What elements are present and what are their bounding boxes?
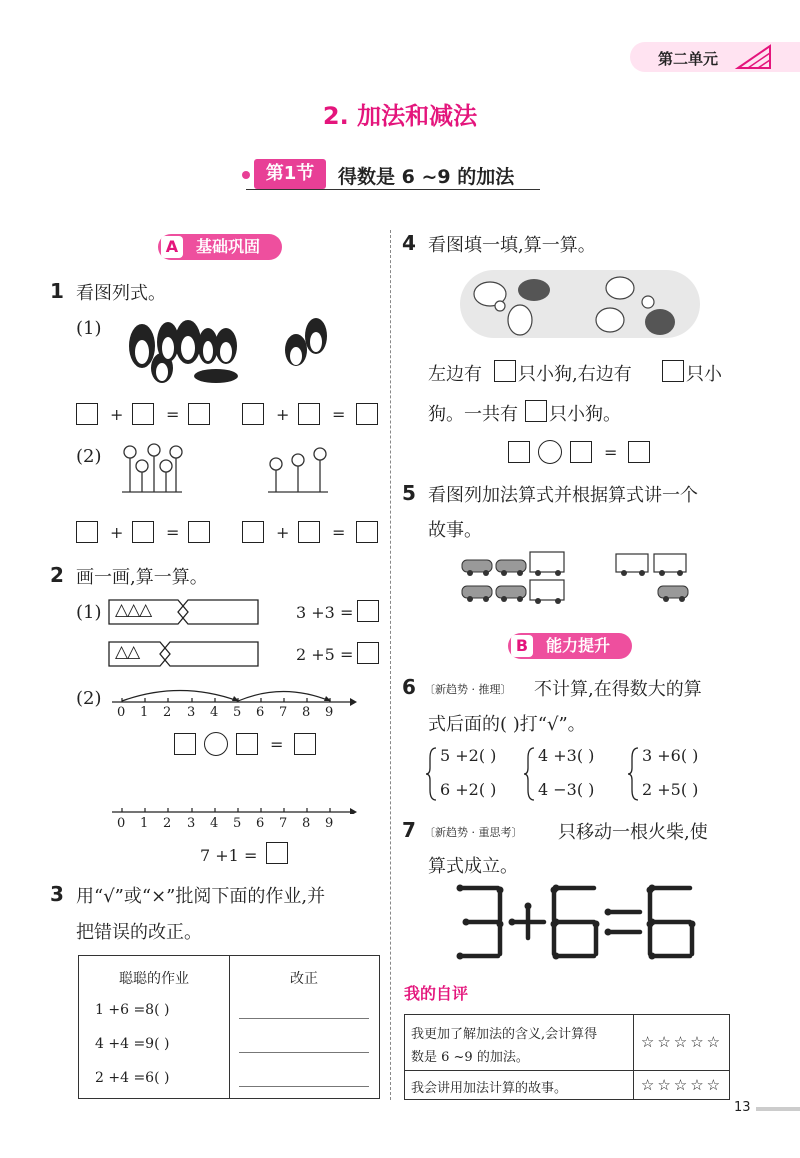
tick-label: 6: [256, 816, 265, 831]
answer-box[interactable]: [242, 403, 264, 425]
plus-sign: +: [276, 405, 290, 424]
self-eval-title: 我的自评: [404, 984, 469, 1003]
operator-circle[interactable]: [204, 732, 228, 756]
eval-row2-text: 我会讲用加法计算的故事。: [411, 1081, 568, 1096]
part-b-letter: B: [511, 635, 533, 657]
tick-label: 6: [256, 705, 265, 720]
plus-sign: +: [110, 523, 124, 542]
part-a-letter: A: [161, 236, 183, 258]
plus-sign: +: [110, 405, 124, 424]
q3-number: 3: [50, 882, 64, 906]
brace-icon: [628, 746, 640, 802]
answer-box[interactable]: [294, 733, 316, 755]
answer-box[interactable]: [357, 600, 379, 622]
q4-text: 看图填一填,算一算。: [428, 235, 596, 256]
q6-expr: 4 +3( ): [538, 746, 595, 765]
q6-line2: 式后面的( )打“√”。: [428, 714, 586, 735]
q7-line1: 只移动一根火柴,使: [558, 822, 708, 843]
answer-box[interactable]: [76, 403, 98, 425]
column-divider: [390, 230, 391, 1100]
equals-sign: =: [604, 443, 618, 462]
equals-sign: =: [332, 523, 346, 542]
page-number: 13: [734, 1100, 751, 1115]
q5-line1: 看图列加法算式并根据算式讲一个: [428, 485, 698, 506]
tick-label: 7: [279, 705, 288, 720]
answer-box[interactable]: [236, 733, 258, 755]
correction-line[interactable]: [239, 1018, 369, 1019]
q2-part2-label: (2): [76, 688, 102, 709]
answer-box[interactable]: [356, 403, 378, 425]
brace-icon: [524, 746, 536, 802]
section-badge: 第1节: [254, 159, 326, 189]
eval-row1-text2: 数是 6 ~9 的加法。: [411, 1050, 529, 1065]
homework-table: [78, 955, 380, 1099]
answer-box[interactable]: [132, 521, 154, 543]
homework-row: 1 +6 =8( ): [95, 1002, 170, 1018]
answer-box[interactable]: [494, 360, 516, 382]
plus-sign: +: [276, 523, 290, 542]
tick-label: 5: [233, 705, 242, 720]
answer-box[interactable]: [188, 403, 210, 425]
q1-text: 看图列式。: [76, 283, 166, 304]
tick-label: 0: [117, 705, 126, 720]
part-a-badge: [158, 234, 282, 260]
q7-number: 7: [402, 818, 416, 842]
homework-row: 4 +4 =9( ): [95, 1036, 170, 1052]
tick-label: 4: [210, 816, 219, 831]
q1-part2-label: (2): [76, 446, 102, 467]
tick-label: 0: [117, 816, 126, 831]
q7-line2: 算式成立。: [428, 856, 518, 877]
answer-box[interactable]: [357, 642, 379, 664]
answer-box[interactable]: [242, 521, 264, 543]
empty-number-line: [108, 800, 358, 814]
section-dot: [242, 171, 250, 179]
homework-row: 2 +4 =6( ): [95, 1070, 170, 1086]
answer-box[interactable]: [76, 521, 98, 543]
page-title: 2. 加法和减法: [322, 102, 478, 130]
q6-line1: 不计算,在得数大的算: [534, 679, 702, 700]
q4-line1b: 只小狗,右边有: [518, 364, 632, 385]
tick-label: 5: [233, 816, 242, 831]
tick-label: 8: [302, 816, 311, 831]
tick-label: 9: [325, 705, 334, 720]
q2-number: 2: [50, 563, 64, 587]
flowers-picture: [118, 442, 338, 496]
table-header-homework: 聪聪的作业: [119, 971, 189, 987]
tick-label: 4: [210, 705, 219, 720]
equals-sign: =: [332, 405, 346, 424]
q2-eq1: 3 +3 =: [296, 603, 354, 622]
unit-tab: [630, 42, 800, 72]
tick-label: 1: [140, 816, 149, 831]
answer-box[interactable]: [298, 521, 320, 543]
answer-box[interactable]: [298, 403, 320, 425]
answer-box[interactable]: [662, 360, 684, 382]
q1-part1-label: (1): [76, 318, 102, 339]
correction-line[interactable]: [239, 1086, 369, 1087]
tick-label: 8: [302, 705, 311, 720]
answer-box[interactable]: [570, 441, 592, 463]
q6-expr: 5 +2( ): [440, 746, 497, 765]
operator-circle[interactable]: [538, 440, 562, 464]
answer-box[interactable]: [174, 733, 196, 755]
tick-label: 9: [325, 816, 334, 831]
eval-row2-stars[interactable]: ☆☆☆☆☆: [640, 1076, 724, 1094]
ruler-icon: [734, 44, 774, 70]
correction-line[interactable]: [239, 1052, 369, 1053]
q2-text: 画一画,算一算。: [76, 567, 208, 588]
answer-box[interactable]: [525, 400, 547, 422]
q4-line2b: 只小狗。: [549, 404, 621, 425]
q6-expr: 6 +2( ): [440, 780, 497, 799]
eval-row1-text1: 我更加了解加法的含义,会计算得: [411, 1027, 598, 1042]
q2-triangles-row2: △△: [115, 642, 140, 662]
q3-line2: 把错误的改正。: [76, 922, 202, 943]
q6-number: 6: [402, 675, 416, 699]
part-b-badge: [508, 633, 632, 659]
tick-label: 2: [163, 705, 172, 720]
q4-line1a: 左边有: [428, 364, 482, 385]
brace-icon: [426, 746, 438, 802]
q5-line2: 故事。: [428, 520, 482, 541]
eval-row1-stars[interactable]: ☆☆☆☆☆: [640, 1033, 724, 1051]
section-underline: [246, 189, 540, 190]
tick-label: 1: [140, 705, 149, 720]
matchstick-equation: [452, 882, 702, 964]
section-title: 得数是 6 ~9 的加法: [338, 166, 515, 188]
self-eval-table: [404, 1014, 730, 1100]
equals-sign: =: [270, 735, 284, 754]
q6-expr: 3 +6( ): [642, 746, 699, 765]
q5-number: 5: [402, 481, 416, 505]
answer-box[interactable]: [132, 403, 154, 425]
q7-tag: 〔新趋势 · 重思考〕: [424, 826, 523, 839]
tick-label: 3: [187, 705, 196, 720]
penguins-picture: [124, 312, 380, 388]
q2-triangles-row1: △△△: [115, 600, 152, 620]
tick-label: 2: [163, 816, 172, 831]
puppies-picture: [460, 266, 700, 342]
table-header-correction: 改正: [290, 971, 318, 987]
equals-sign: =: [166, 523, 180, 542]
q4-line1c: 只小: [686, 364, 722, 385]
q6-tag: 〔新趋势 · 推理〕: [424, 683, 512, 696]
answer-box[interactable]: [266, 842, 288, 864]
eval-row-divider: [405, 1070, 729, 1071]
eval-divider: [633, 1015, 634, 1099]
part-b-label: 能力提升: [546, 636, 611, 655]
tick-label: 3: [187, 816, 196, 831]
unit-label: 第二单元: [658, 50, 719, 68]
q3-line1: 用“√”或“×”批阅下面的作业,并: [76, 886, 326, 907]
q2-eq3: 7 +1 =: [200, 846, 258, 865]
answer-box[interactable]: [628, 441, 650, 463]
q6-expr: 4 −3( ): [538, 780, 595, 799]
q2-part1-label: (1): [76, 602, 102, 623]
page-number-bar: [756, 1107, 800, 1111]
answer-box[interactable]: [188, 521, 210, 543]
q4-number: 4: [402, 231, 416, 255]
q4-line2a: 狗。一共有: [428, 404, 518, 425]
q2-eq2: 2 +5 =: [296, 645, 354, 664]
answer-box[interactable]: [356, 521, 378, 543]
q6-expr: 2 +5( ): [642, 780, 699, 799]
tick-label: 7: [279, 816, 288, 831]
cars-trucks-picture: [460, 548, 700, 608]
part-a-label: 基础巩固: [196, 237, 261, 256]
answer-box[interactable]: [508, 441, 530, 463]
equals-sign: =: [166, 405, 180, 424]
q1-number: 1: [50, 279, 64, 303]
